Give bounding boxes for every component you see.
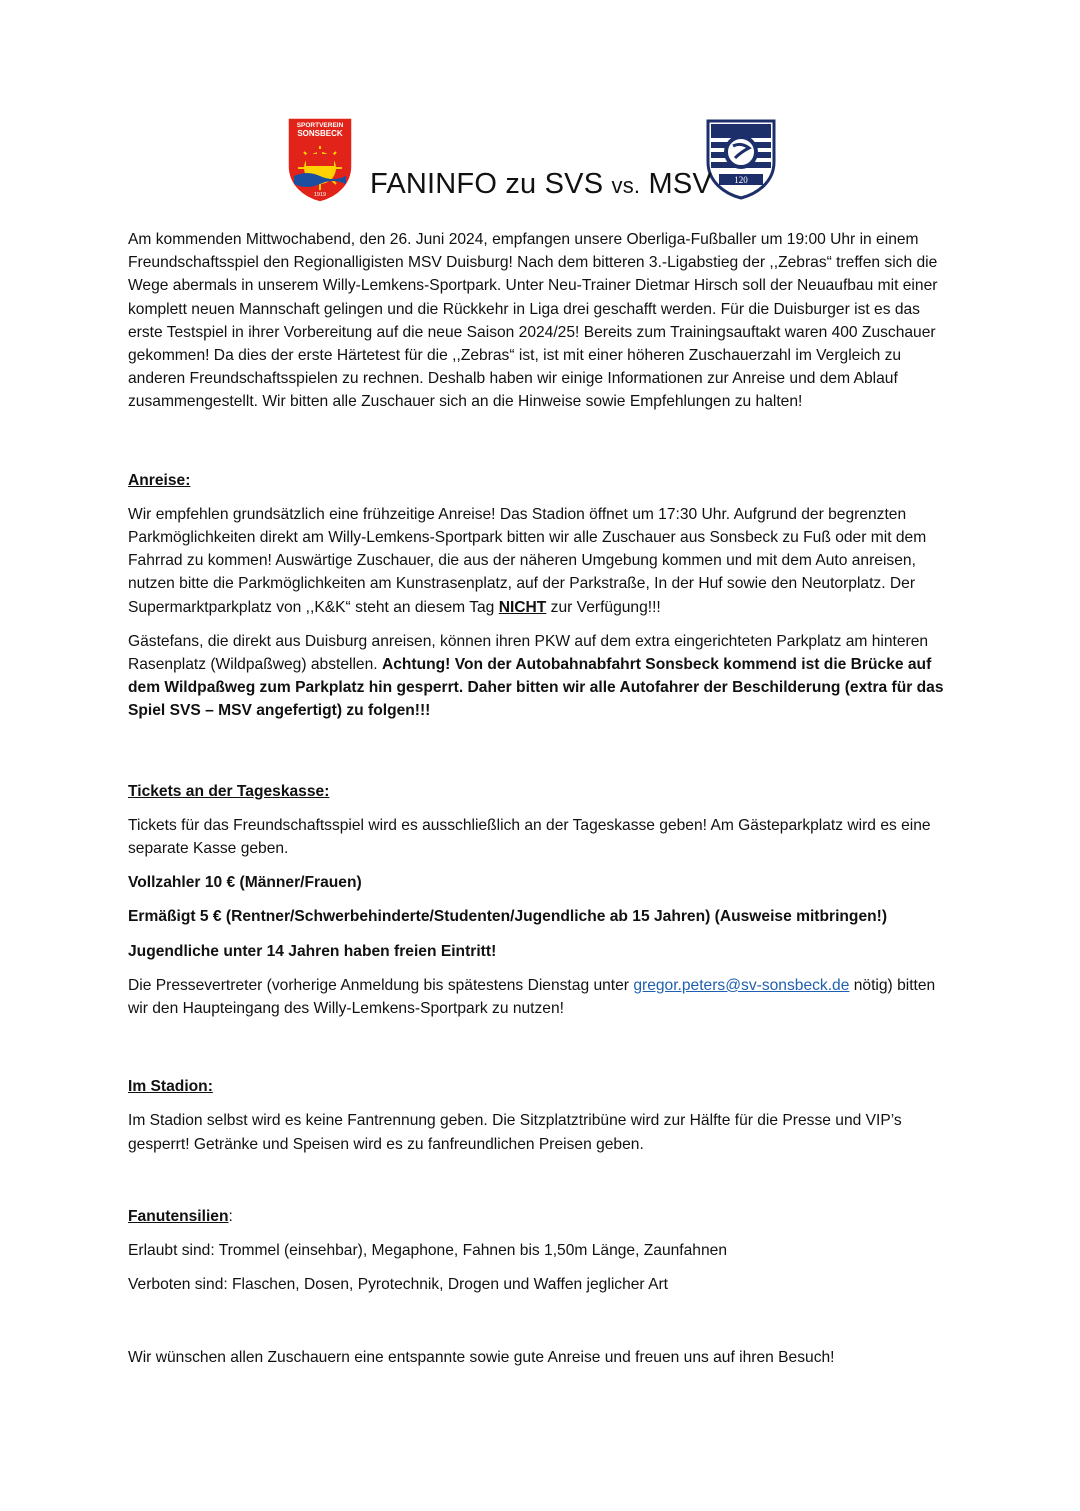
title-main: FANINFO zu SVS: [370, 168, 612, 200]
free-entry-note: Jugendliche unter 14 Jahren haben freien Eintritt!: [128, 942, 497, 960]
press-email-link[interactable]: gregor.peters@sv-sonsbeck.de: [633, 976, 850, 994]
anreise-paragraph-1: [128, 503, 958, 619]
title-vs: vs.: [611, 173, 641, 198]
tickets-paragraph: Tickets für das Freundschaftsspiel wird es ausschließlich an der Tageskasse geben! Am Gästeparkplatz wird es eine separate Kasse geben.: [128, 816, 931, 858]
stadion-paragraph: Im Stadion selbst wird es keine Fantrennung geben. Die Sitzplatztribüne wird zur Hälfte für die Presse und VIP’s gesperrt! Getränke und Speisen wird es zu fanfreundlichen Preisen geben.: [128, 1112, 902, 1153]
heading-tickets: Tickets an der Tageskasse:: [128, 782, 330, 800]
price-reduced: Ermäßigt 5 € (Rentner/Schwerbehinderte/Studenten/Jugendliche ab 15 Jahren) (Ausweise mitbringen!): [128, 908, 888, 926]
anreise-p1-emphasis: NICHT: [498, 598, 547, 616]
heading-fanutensilien-line: [128, 1205, 958, 1228]
svs-logo-year-text: 1919: [313, 192, 327, 198]
anreise-paragraph-2: [128, 630, 958, 723]
svs-logo-name-text: SONSBECK: [297, 129, 343, 138]
msv-logo-number-text: 120: [734, 175, 748, 185]
fanutensilien-allowed: Erlaubt sind: Trommel (einsehbar), Megaphone, Fahnen bis 1,50m Länge, Zaunfahnen: [128, 1242, 727, 1260]
anreise-p1-end: zur Verfügung!!!: [546, 598, 661, 616]
svs-crest-logo: [284, 114, 356, 204]
heading-fanutensilien-colon: :: [228, 1207, 233, 1225]
anreise-p2-warning: Achtung! Von der Autobahnabfahrt Sonsbeck kommend ist die Brücke auf dem Wildpaßweg zum Parkplatz hin gesperrt. Daher bitten wir alle Autofahrer der Beschilderung (extra für das Spiel SVS – MSV angefertigt) zu folgen!!!: [128, 656, 944, 720]
heading-anreise: Anreise:: [128, 471, 191, 489]
title-end: MSV: [640, 168, 712, 200]
msv-crest-logo: [705, 118, 777, 200]
intro-paragraph: Am kommenden Mittwochabend, den 26. Juni 2024, empfangen unsere Oberliga-Fußballer um 19:00 Uhr in einem Freundschaftsspiel den Regionalligisten MSV Duisburg! Nach dem bitteren 3.-Ligabstieg der ,,Zebras“ treffen sich die Wege abermals in unserem Willy-Lemkens-Sportpark. Unter Neu-Trainer Dietmar Hirsch soll der Neuaufbau mit einer komplett neuen Mannschaft gelingen und die Rückkehr in Liga drei geschafft werden. Für die Duisburger ist es das erste Testspiel in ihrer Vorbereitung auf die neue Saison 2024/25! Bereits zum Trainingsauftakt waren 400 Zuschauer gekommen! Da dies der erste Härtetest für die ,,Zebras“ ist, ist mit einer höheren Zuschauerzahl im Vergleich zu anderen Freundschaftsspielen zu rechnen. Deshalb haben wir einige Informationen zur Anreise und dem Ablauf zusammengestellt. Wir bitten alle Zuschauer sich an die Hinweise sowie Empfehlungen zu halten!: [128, 231, 938, 411]
press-text-before: Die Pressevertreter (vorherige Anmeldung bis spätestens Dienstag unter: [128, 976, 634, 994]
fanutensilien-forbidden: Verboten sind: Flaschen, Dosen, Pyrotechnik, Drogen und Waffen jeglicher Art: [128, 1276, 669, 1294]
anreise-p1-text: Wir empfehlen grundsätzlich eine frühzeitige Anreise! Das Stadion öffnet um 17:30 Uhr. Aufgrund der begrenzten Parkmöglichkeiten direkt am Willy-Lemkens-Sportpark bitten wir alle Zuschauer aus Sonsbeck zu Fuß oder mit dem Fahrrad zu kommen! Auswärtige Zuschauer, die aus der näheren Umgebung kommen und mit dem Auto anreisen, nutzen bitte die Parkmöglichkeiten am Kunstrasenplatz, auf der Parkstraße, In der Huf sowie den Neutorplatz. Der Supermarktparkplatz von ,,K&K“ steht an diesem Tag: [128, 505, 927, 616]
document-body: [128, 228, 958, 1380]
heading-stadion: Im Stadion:: [128, 1078, 213, 1096]
price-full: Vollzahler 10 € (Männer/Frauen): [128, 874, 362, 892]
page-title: [370, 168, 712, 201]
press-paragraph: [128, 974, 958, 1020]
press-text-after: nötig) bitten wir den Haupteingang des Willy-Lemkens-Sportpark zu nutzen!: [128, 976, 936, 1018]
svs-logo-top-text: SPORTVEREIN: [296, 122, 344, 129]
heading-fanutensilien: Fanutensilien: [128, 1207, 229, 1225]
anreise-p2-text: Gästefans, die direkt aus Duisburg anreisen, können ihren PKW auf dem extra eingerichteten Parkplatz am hinteren Rasenplatz (Wildpaßweg) abstellen.: [128, 632, 929, 674]
closing-paragraph: Wir wünschen allen Zuschauern eine entspannte sowie gute Anreise und freuen uns auf ihren Besuch!: [128, 1348, 835, 1366]
